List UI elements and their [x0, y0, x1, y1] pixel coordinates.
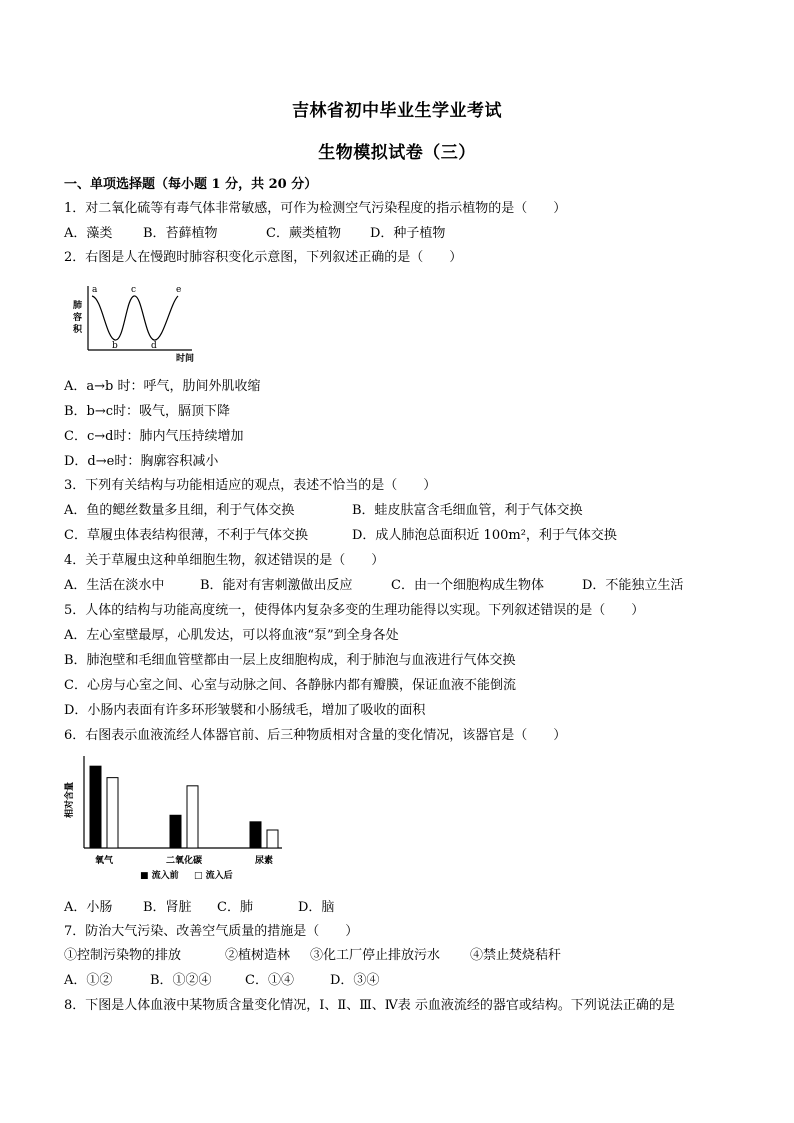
bar-oxygen-after: [107, 778, 118, 848]
question-2-option-c: C．c→d时：肺内气压持续增加: [64, 429, 244, 444]
y-label-char-1: 肺: [73, 301, 83, 311]
question-5-option-d: D．小肠内表面有许多环形皱襞和小肠绒毛，增加了吸收的面积: [64, 703, 426, 718]
bar-co2-before: [170, 815, 181, 848]
question-3-option-c: C．草履虫体表结构很薄，不利于气体交换: [64, 528, 308, 543]
category-label-urea: 尿素: [254, 856, 274, 866]
question-6-option-d: D．脑: [298, 900, 335, 915]
point-a-label: a: [92, 285, 98, 295]
question-3-option-b: B．蛙皮肤富含毛细血管，利于气体交换: [352, 503, 583, 518]
bar-urea-after: [267, 830, 278, 848]
question-6-option-c: C．肺: [217, 900, 253, 915]
question-2-option-a: A．a→b 时：呼气，肋间外肌收缩: [64, 379, 261, 394]
y-label-char-3: 积: [73, 325, 83, 335]
chart-y-label: 相对含量: [65, 781, 75, 819]
question-7-item-2: ②植树造林: [225, 948, 291, 963]
question-6-option-b: B．肾脏: [143, 900, 192, 915]
question-2-option-b: B．b→c时：吸气，膈顶下降: [64, 404, 231, 419]
question-3-option-d: D．成人肺泡总面积近 100m²，利于气体交换: [352, 528, 617, 543]
substance-content-chart: [62, 752, 292, 892]
question-7-option-d: D．③④: [330, 973, 380, 988]
lung-volume-curve: [92, 296, 178, 340]
bar-co2-after: [187, 786, 198, 848]
exam-title: 吉林省初中毕业生学业考试: [292, 101, 502, 121]
legend-after: □ 流入后: [194, 871, 233, 881]
question-4-option-b: B．能对有害刺激做出反应: [200, 578, 353, 593]
question-4-stem: 4．关于草履虫这种单细胞生物，叙述错误的是（ ）: [64, 553, 385, 568]
question-6-stem: 6．右图表示血液流经人体器官前、后三种物质相对含量的变化情况，该器官是（ ）: [64, 728, 567, 743]
exam-subtitle: 生物模拟试卷（三）: [318, 143, 476, 163]
bar-urea-before: [250, 822, 261, 848]
question-7-item-4: ④禁止焚烧秸秆: [470, 948, 562, 963]
question-7-option-b: B．①②④: [150, 973, 212, 988]
question-7-item-3: ③化工厂停止排放污水: [310, 948, 441, 963]
section-heading: 一、单项选择题（每小题 1 分，共 20 分）: [64, 177, 318, 192]
question-2-option-d: D．d→e时：胸廓容积减小: [64, 454, 219, 469]
question-7-stem: 7．防治大气污染、改善空气质量的措施是（ ）: [64, 924, 359, 939]
question-2-stem: 2．右图是人在慢跑时肺容积变化示意图，下列叙述正确的是（ ）: [64, 250, 463, 265]
lung-volume-figure: [70, 280, 220, 368]
point-b-label: b: [112, 341, 118, 351]
question-5-option-c: C．心房与心室之间、心室与动脉之间、各静脉内都有瓣膜，保证血液不能倒流: [64, 678, 516, 693]
question-1-option-a: A．藻类: [64, 226, 113, 241]
y-label-char-2: 容: [73, 313, 83, 323]
question-5-stem: 5．人体的结构与功能高度统一，使得体内复杂多变的生理功能得以实现。下列叙述错误的是（ ）: [64, 603, 645, 618]
category-label-oxygen: 氧气: [94, 856, 114, 866]
question-3-stem: 3．下列有关结构与功能相适应的观点，表述不恰当的是（ ）: [64, 478, 437, 493]
question-7-item-1: ①控制污染物的排放: [64, 948, 182, 963]
question-6-option-a: A．小肠: [64, 900, 113, 915]
question-4-option-c: C．由一个细胞构成生物体: [391, 578, 544, 593]
question-4-option-a: A．生活在淡水中: [64, 578, 165, 593]
question-4-option-d: D．不能独立生活: [582, 578, 684, 593]
question-1-option-c: C．蕨类植物: [266, 226, 341, 241]
question-5-option-a: A．左心室壁最厚，心肌发达，可以将血液“泵”到全身各处: [64, 628, 399, 643]
category-label-co2: 二氧化碳: [165, 856, 203, 866]
legend-before: ■ 流入前: [140, 871, 179, 881]
question-1-option-d: D．种子植物: [370, 226, 446, 241]
point-e-label: e: [176, 285, 182, 295]
question-8-stem: 8．下图是人体血液中某物质含量变化情况，Ⅰ、Ⅱ、Ⅲ、Ⅳ表 示血液流经的器官或结构。下列说法正确的是: [64, 998, 675, 1013]
question-1-option-b: B．苔藓植物: [143, 226, 218, 241]
point-d-label: d: [151, 341, 157, 351]
question-7-option-a: A．①②: [64, 973, 113, 988]
question-7-option-c: C．①④: [245, 973, 294, 988]
point-c-label: c: [131, 285, 137, 295]
x-axis-label: 时间: [176, 354, 195, 364]
question-5-option-b: B．肺泡壁和毛细血管壁都由一层上皮细胞构成，利于肺泡与血液进行气体交换: [64, 653, 516, 668]
question-3-option-a: A．鱼的鳃丝数量多且细，利于气体交换: [64, 503, 295, 518]
question-1-stem: 1．对二氧化硫等有毒气体非常敏感，可作为检测空气污染程度的指示植物的是（ ）: [64, 201, 567, 216]
bar-oxygen-before: [90, 766, 101, 848]
